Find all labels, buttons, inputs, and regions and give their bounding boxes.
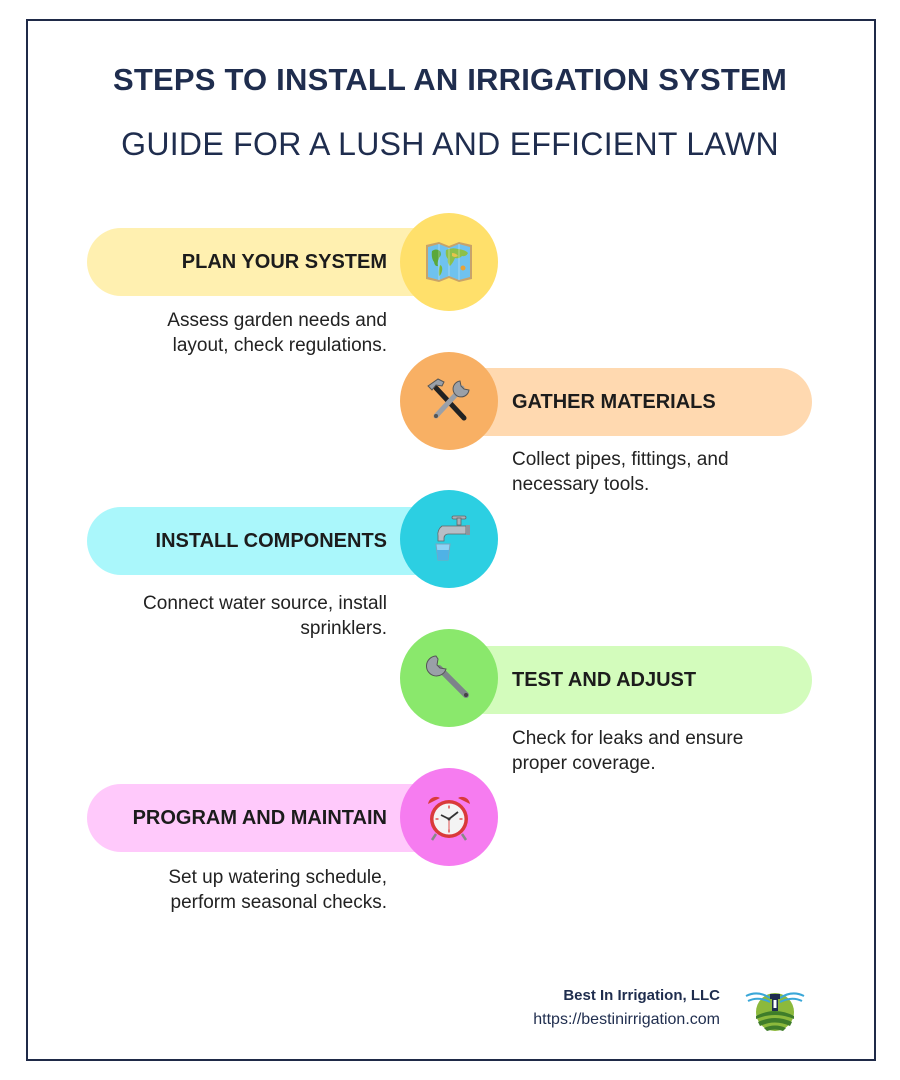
description-line: Assess garden needs and (167, 310, 387, 331)
step-icon-circle (400, 629, 498, 727)
company-name: Best In Irrigation, LLC (563, 987, 720, 1004)
step-description (167, 308, 387, 358)
step-pill (452, 646, 812, 714)
wrench-icon (422, 651, 476, 705)
description-line: perform seasonal checks. (170, 892, 387, 913)
step-label: PROGRAM AND MAINTAIN (132, 807, 387, 829)
description-line: Check for leaks and ensure (512, 728, 744, 749)
description-line: Collect pipes, fittings, and (512, 449, 729, 470)
sprinkler-field-logo-icon (744, 986, 806, 1032)
description-line: Connect water source, install (143, 593, 387, 614)
world-map-icon (422, 235, 476, 289)
step-icon-circle (400, 213, 498, 311)
step-description (512, 447, 729, 497)
step-pill (87, 784, 447, 852)
company-url-link[interactable]: https://bestinirrigation.com (533, 1011, 720, 1028)
description-line: Set up watering schedule, (168, 867, 387, 888)
description-line: layout, check regulations. (172, 335, 387, 356)
step-label: INSTALL COMPONENTS (155, 530, 387, 552)
step-icon-circle (400, 768, 498, 866)
hammer-and-wrench-icon (422, 374, 476, 428)
step-label: GATHER MATERIALS (512, 391, 716, 413)
step-pill (87, 507, 447, 575)
page-subtitle: GUIDE FOR A LUSH AND EFFICIENT LAWN (121, 126, 779, 162)
step-description (512, 726, 743, 776)
description-line: sprinklers. (300, 618, 387, 639)
faucet-icon (422, 512, 476, 566)
step-label: PLAN YOUR SYSTEM (181, 251, 387, 273)
step-icon-circle (400, 352, 498, 450)
page-title: STEPS TO INSTALL AN IRRIGATION SYSTEM (113, 62, 787, 97)
step-description (168, 865, 387, 915)
alarm-clock-icon (422, 790, 476, 844)
step-icon-circle (400, 490, 498, 588)
description-line: necessary tools. (512, 474, 650, 495)
description-line: proper coverage. (512, 753, 656, 774)
step-label: TEST AND ADJUST (512, 669, 697, 691)
step-description (143, 591, 387, 641)
step-pill (452, 368, 812, 436)
step-pill (87, 228, 447, 296)
